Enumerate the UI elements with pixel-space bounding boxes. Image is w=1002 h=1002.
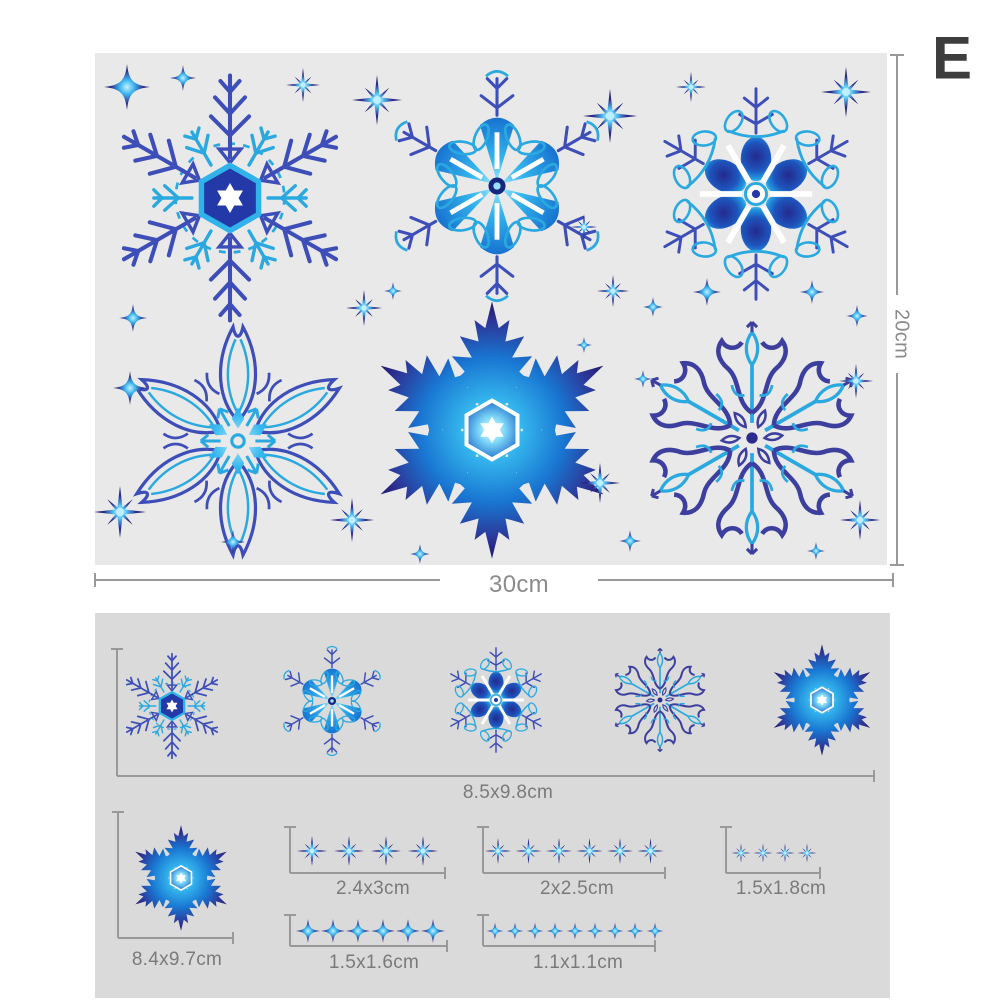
snowflake-row-size-label: 8.5x9.8cm <box>462 782 554 803</box>
large-snowflake-size-label: 8.4x9.7cm <box>131 949 223 970</box>
sheet-height-label: 20cm <box>890 308 913 360</box>
sheet-width-label: 30cm <box>489 571 549 598</box>
star-row-size-label-5: 1.1x1.1cm <box>532 952 624 973</box>
star-row-size-label-3: 1.5x1.8cm <box>735 878 827 899</box>
variant-letter: E <box>931 24 973 92</box>
star-row-size-label-1: 2.4x3cm <box>336 878 410 899</box>
star-row-size-label-4: 1.5x1.6cm <box>328 952 420 973</box>
size-chart-panel <box>95 613 890 998</box>
star-row-size-label-2: 2x2.5cm <box>540 878 614 899</box>
sticker-sheet-main <box>95 53 887 565</box>
